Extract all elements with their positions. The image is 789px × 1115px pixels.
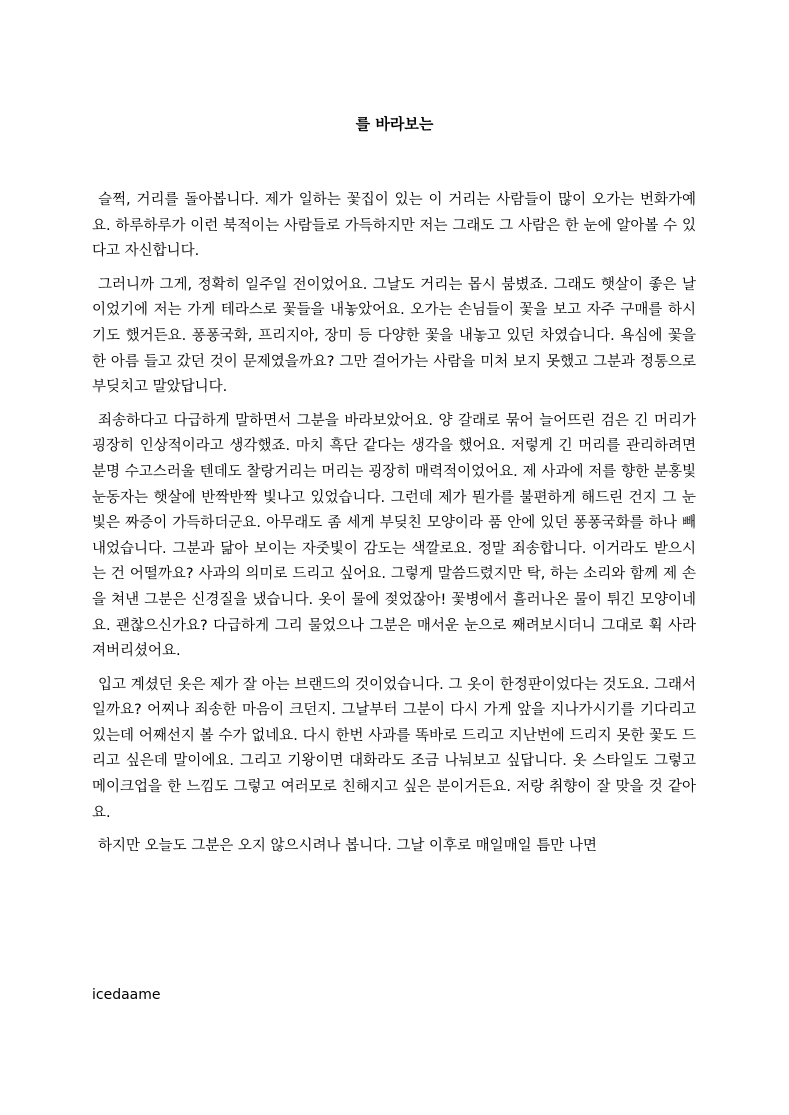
document-body [92, 188, 696, 860]
paragraph-4: 입고 계셨던 옷은 제가 잘 아는 브랜드의 것이었습니다. 그 옷이 한정판이었다는 것도요. 그래서일까요? 어찌나 죄송한 마음이 크던지. 그날부터 그분이 다시 가게 앞을 지나가시기를 기다리고 있는데 어째선지 볼 수가 없네요. 다시 한번 사과를 똑바로 드리고 지난번에 드리지 못한 꽃도 드리고 싶은데 말이에요. 그리고 기왕이면 대화라도 조금 나눠보고 싶답니다. 옷 스타일도 그렇고 메이크업을 한 느낌도 그렇고 여러모로 친해지고 싶은 분이거든요. 저랑 취향이 잘 맞을 것 같아요. [92, 676, 696, 821]
document-title: 를 바라보는 [355, 115, 434, 133]
paragraph-1: 슬쩍, 거리를 돌아봅니다. 제가 일하는 꽃집이 있는 이 거리는 사람들이 많이 오가는 번화가예요. 하루하루가 이런 북적이는 사람들로 가득하지만 저는 그래도 그 사람은 한 눈에 알아볼 수 있다고 자신합니다. [92, 192, 696, 260]
paragraph-3: 죄송하다고 다급하게 말하면서 그분을 바라보았어요. 양 갈래로 묶어 늘어뜨린 검은 긴 머리가 굉장히 인상적이라고 생각했죠. 마치 흑단 같다는 생각을 했어요. 저렇게 긴 머리를 관리하려면 분명 수고스러울 텐데도 찰랑거리는 머리는 굉장히 매력적이었어요. 제 사과에 저를 향한 분홍빛 눈동자는 햇살에 반짝반짝 빛나고 있었습니다. 그런데 제가 뭔가를 불편하게 해드린 건지 그 눈빛은 짜증이 가득하더군요. 아무래도 좀 세게 부딪친 모양이라 품 안에 있던 퐁퐁국화를 하나 빼내었습니다. 그분과 닮아 보이는 자줏빛이 감도는 색깔로요. 정말 죄송합니다. 이거라도 받으시는 건 어떨까요? 사과의 의미로 드리고 싶어요. 그렇게 말씀드렸지만 탁, 하는 소리와 함께 제 손을 쳐낸 그분은 신경질을 냈습니다. 옷이 물에 젖었잖아! 꽃병에서 흘러나온 물이 튀긴 모양이네요. 괜찮으신가요? 다급하게 그리 물었으나 그분은 매서운 눈으로 째려보시더니 그대로 휙 사라져버리셨어요. [92, 412, 696, 660]
author-footer: icedaame [92, 987, 161, 1003]
paragraph-2: 그러니까 그게, 정확히 일주일 전이었어요. 그날도 거리는 몹시 붐볐죠. 그래도 햇살이 좋은 날이었기에 저는 가게 테라스로 꽃들을 내놓았어요. 오가는 손님들이 꽃을 보고 자주 구매를 하시기도 했거든요. 퐁퐁국화, 프리지아, 장미 등 다양한 꽃을 내놓고 있던 차였습니다. 욕심에 꽃을 한 아름 들고 갔던 것이 문제였을까요? 그만 걸어가는 사람을 미처 보지 못했고 그분과 정통으로 부딪치고 말았답니다. [92, 276, 696, 396]
paragraph-5: 하지만 오늘도 그분은 오지 않으시려나 봅니다. 그날 이후로 매일매일 틈만 나면 [98, 838, 597, 855]
